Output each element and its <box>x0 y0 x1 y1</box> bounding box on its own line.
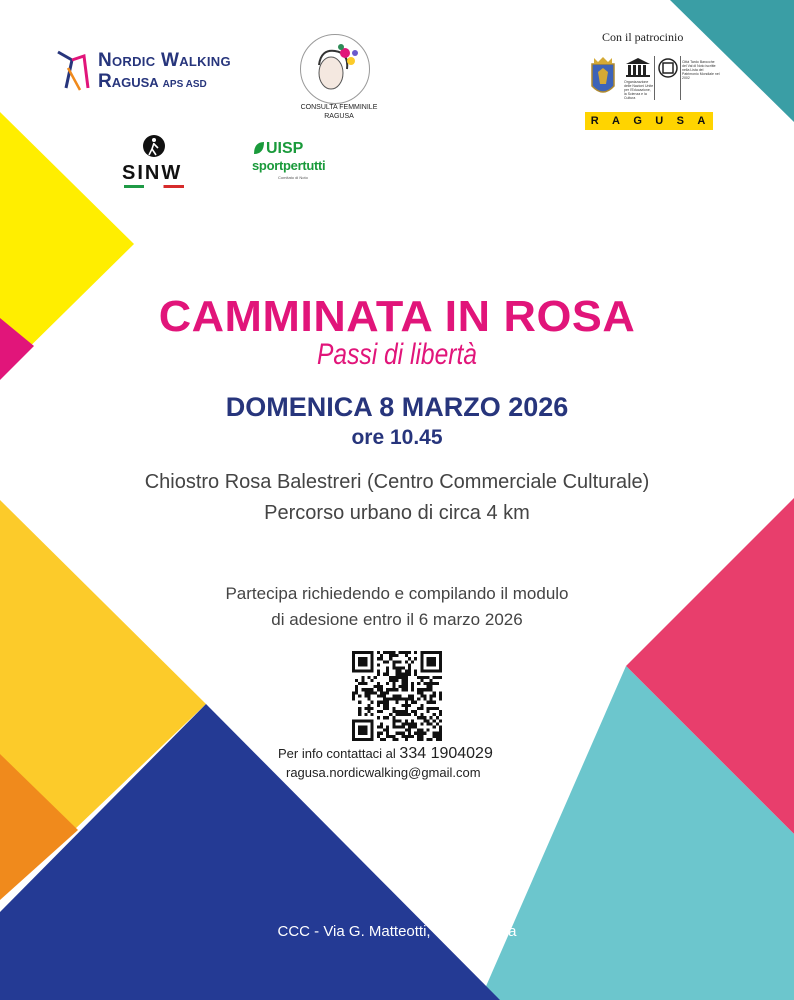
ragusa-letter: U <box>655 115 666 127</box>
italian-flag-stripe <box>124 185 184 188</box>
event-title: CAMMINATA IN ROSA <box>158 292 636 341</box>
uisp-logo <box>252 138 332 188</box>
event-subtitle: Passi di libertà <box>317 338 477 371</box>
ragusa-letter: A <box>612 115 622 127</box>
sinw-walker-icon <box>142 134 166 160</box>
uisp-committee: Comitato di Noto <box>278 175 308 180</box>
footer-address: CCC - Via G. Matteotti, 61 - Ragusa <box>277 923 517 940</box>
event-time: ore 10.45 <box>351 426 443 449</box>
nordic-walking-logo <box>54 46 274 96</box>
consulta-emblem-icon <box>300 34 370 104</box>
sinw-logo <box>120 134 190 194</box>
walker-icon <box>54 48 90 92</box>
consulta-city: RAGUSA <box>324 113 354 120</box>
ragusa-crest-icon <box>588 56 618 100</box>
nordic-walking-name: Nordic Walking <box>98 50 231 71</box>
registration-line-2: di adesione entro il 6 marzo 2026 <box>271 610 523 629</box>
contact-phone[interactable]: 334 1904029 <box>399 745 493 762</box>
sinw-text: SINW <box>122 162 183 184</box>
nordic-walking-city: Ragusa APS ASD <box>98 71 207 92</box>
registration-line-1: Partecipa richiedendo e compilando il modulo <box>225 584 569 603</box>
consulta-title: CONSULTA FEMMINILE <box>300 104 378 111</box>
ragusa-letter: G <box>633 115 644 127</box>
unesco-temple-icon <box>624 56 652 78</box>
patronage-label: Con il patrocinio <box>602 30 684 44</box>
ragusa-letter: A <box>697 115 708 127</box>
uisp-text: UISP <box>266 140 304 157</box>
unesco-caption: Organizzazione delle Nazioni Unite per l'Educazione, la Scienza e la Cultura <box>624 80 654 100</box>
contact-phone-line <box>278 745 493 763</box>
heritage-caption: Città Tardo Barocche del Val di Noto iscritte nella Lista del Patrimonio Mondiale nel 2002 <box>682 60 720 80</box>
ragusa-letter: S <box>676 115 686 127</box>
contact-email[interactable]: ragusa.nordicwalking@gmail.com <box>286 765 481 780</box>
uisp-tagline: sportpertutti <box>252 158 326 173</box>
consulta-femminile-logo <box>290 34 390 124</box>
event-date: DOMENICA 8 MARZO 2026 <box>225 392 569 422</box>
uisp-leaf-icon <box>252 140 266 156</box>
qr-code[interactable] <box>352 651 442 741</box>
ragusa-letter: R <box>590 115 601 127</box>
unesco-logo <box>624 56 720 102</box>
contact-label: Per info contattaci al <box>278 746 396 761</box>
world-heritage-icon <box>658 58 678 78</box>
event-route: Percorso urbano di circa 4 km <box>264 502 530 524</box>
event-place: Chiostro Rosa Balestreri (Centro Commerciale Culturale) <box>144 471 650 493</box>
ragusa-city-logo <box>585 112 713 130</box>
